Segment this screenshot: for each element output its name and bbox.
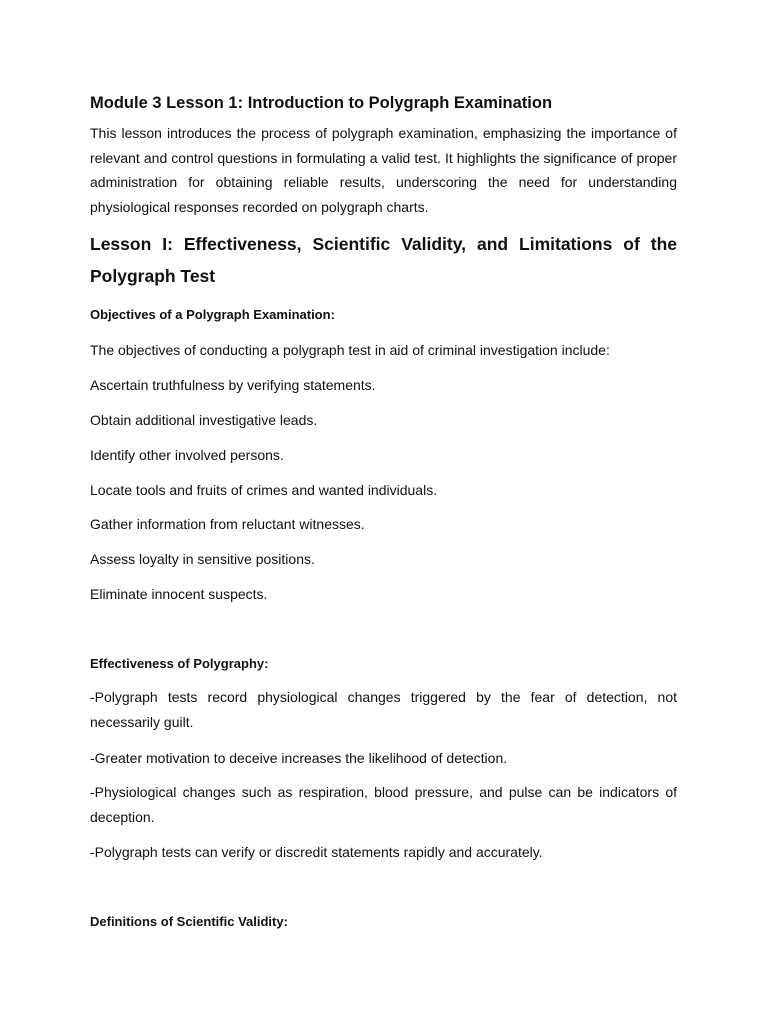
effectiveness-item: -Polygraph tests record physiological changes triggered by the fear of detection, not necessarily guilt. — [90, 689, 677, 730]
objective-item: Obtain additional investigative leads. — [90, 412, 318, 428]
document-title: Module 3 Lesson 1: Introduction to Polygraph Examination — [90, 94, 553, 112]
lesson-heading: Lesson I: Effectiveness, Scientific Validity, and Limitations of the Polygraph Test — [90, 234, 677, 286]
objective-item: Identify other involved persons. — [90, 447, 284, 463]
objective-item: Locate tools and fruits of crimes and wanted individuals. — [90, 482, 438, 498]
objective-item: Ascertain truthfulness by verifying statements. — [90, 377, 376, 393]
objective-item: Assess loyalty in sensitive positions. — [90, 551, 315, 567]
objectives-lead: The objectives of conducting a polygraph test in aid of criminal investigation include: — [90, 342, 610, 358]
objective-item: Gather information from reluctant witnesses. — [90, 516, 365, 532]
validity-heading: Definitions of Scientific Validity: — [90, 914, 288, 929]
intro-paragraph: This lesson introduces the process of polygraph examination, emphasizing the importance of relevant and control questions in formulating a valid test. It highlights the significance of proper administration for obtaining reliable results, underscoring the need for understanding physiological responses recorded on polygraph charts. — [90, 125, 677, 216]
effectiveness-item: -Greater motivation to deceive increases the likelihood of detection. — [90, 750, 508, 766]
document-page — [90, 0, 677, 1024]
effectiveness-heading: Effectiveness of Polygraphy: — [90, 656, 269, 671]
objectives-heading: Objectives of a Polygraph Examination: — [90, 307, 335, 322]
objective-item: Eliminate innocent suspects. — [90, 586, 268, 602]
effectiveness-item: -Polygraph tests can verify or discredit statements rapidly and accurately. — [90, 844, 543, 860]
effectiveness-item: -Physiological changes such as respiration, blood pressure, and pulse can be indicators of deception. — [90, 784, 677, 825]
